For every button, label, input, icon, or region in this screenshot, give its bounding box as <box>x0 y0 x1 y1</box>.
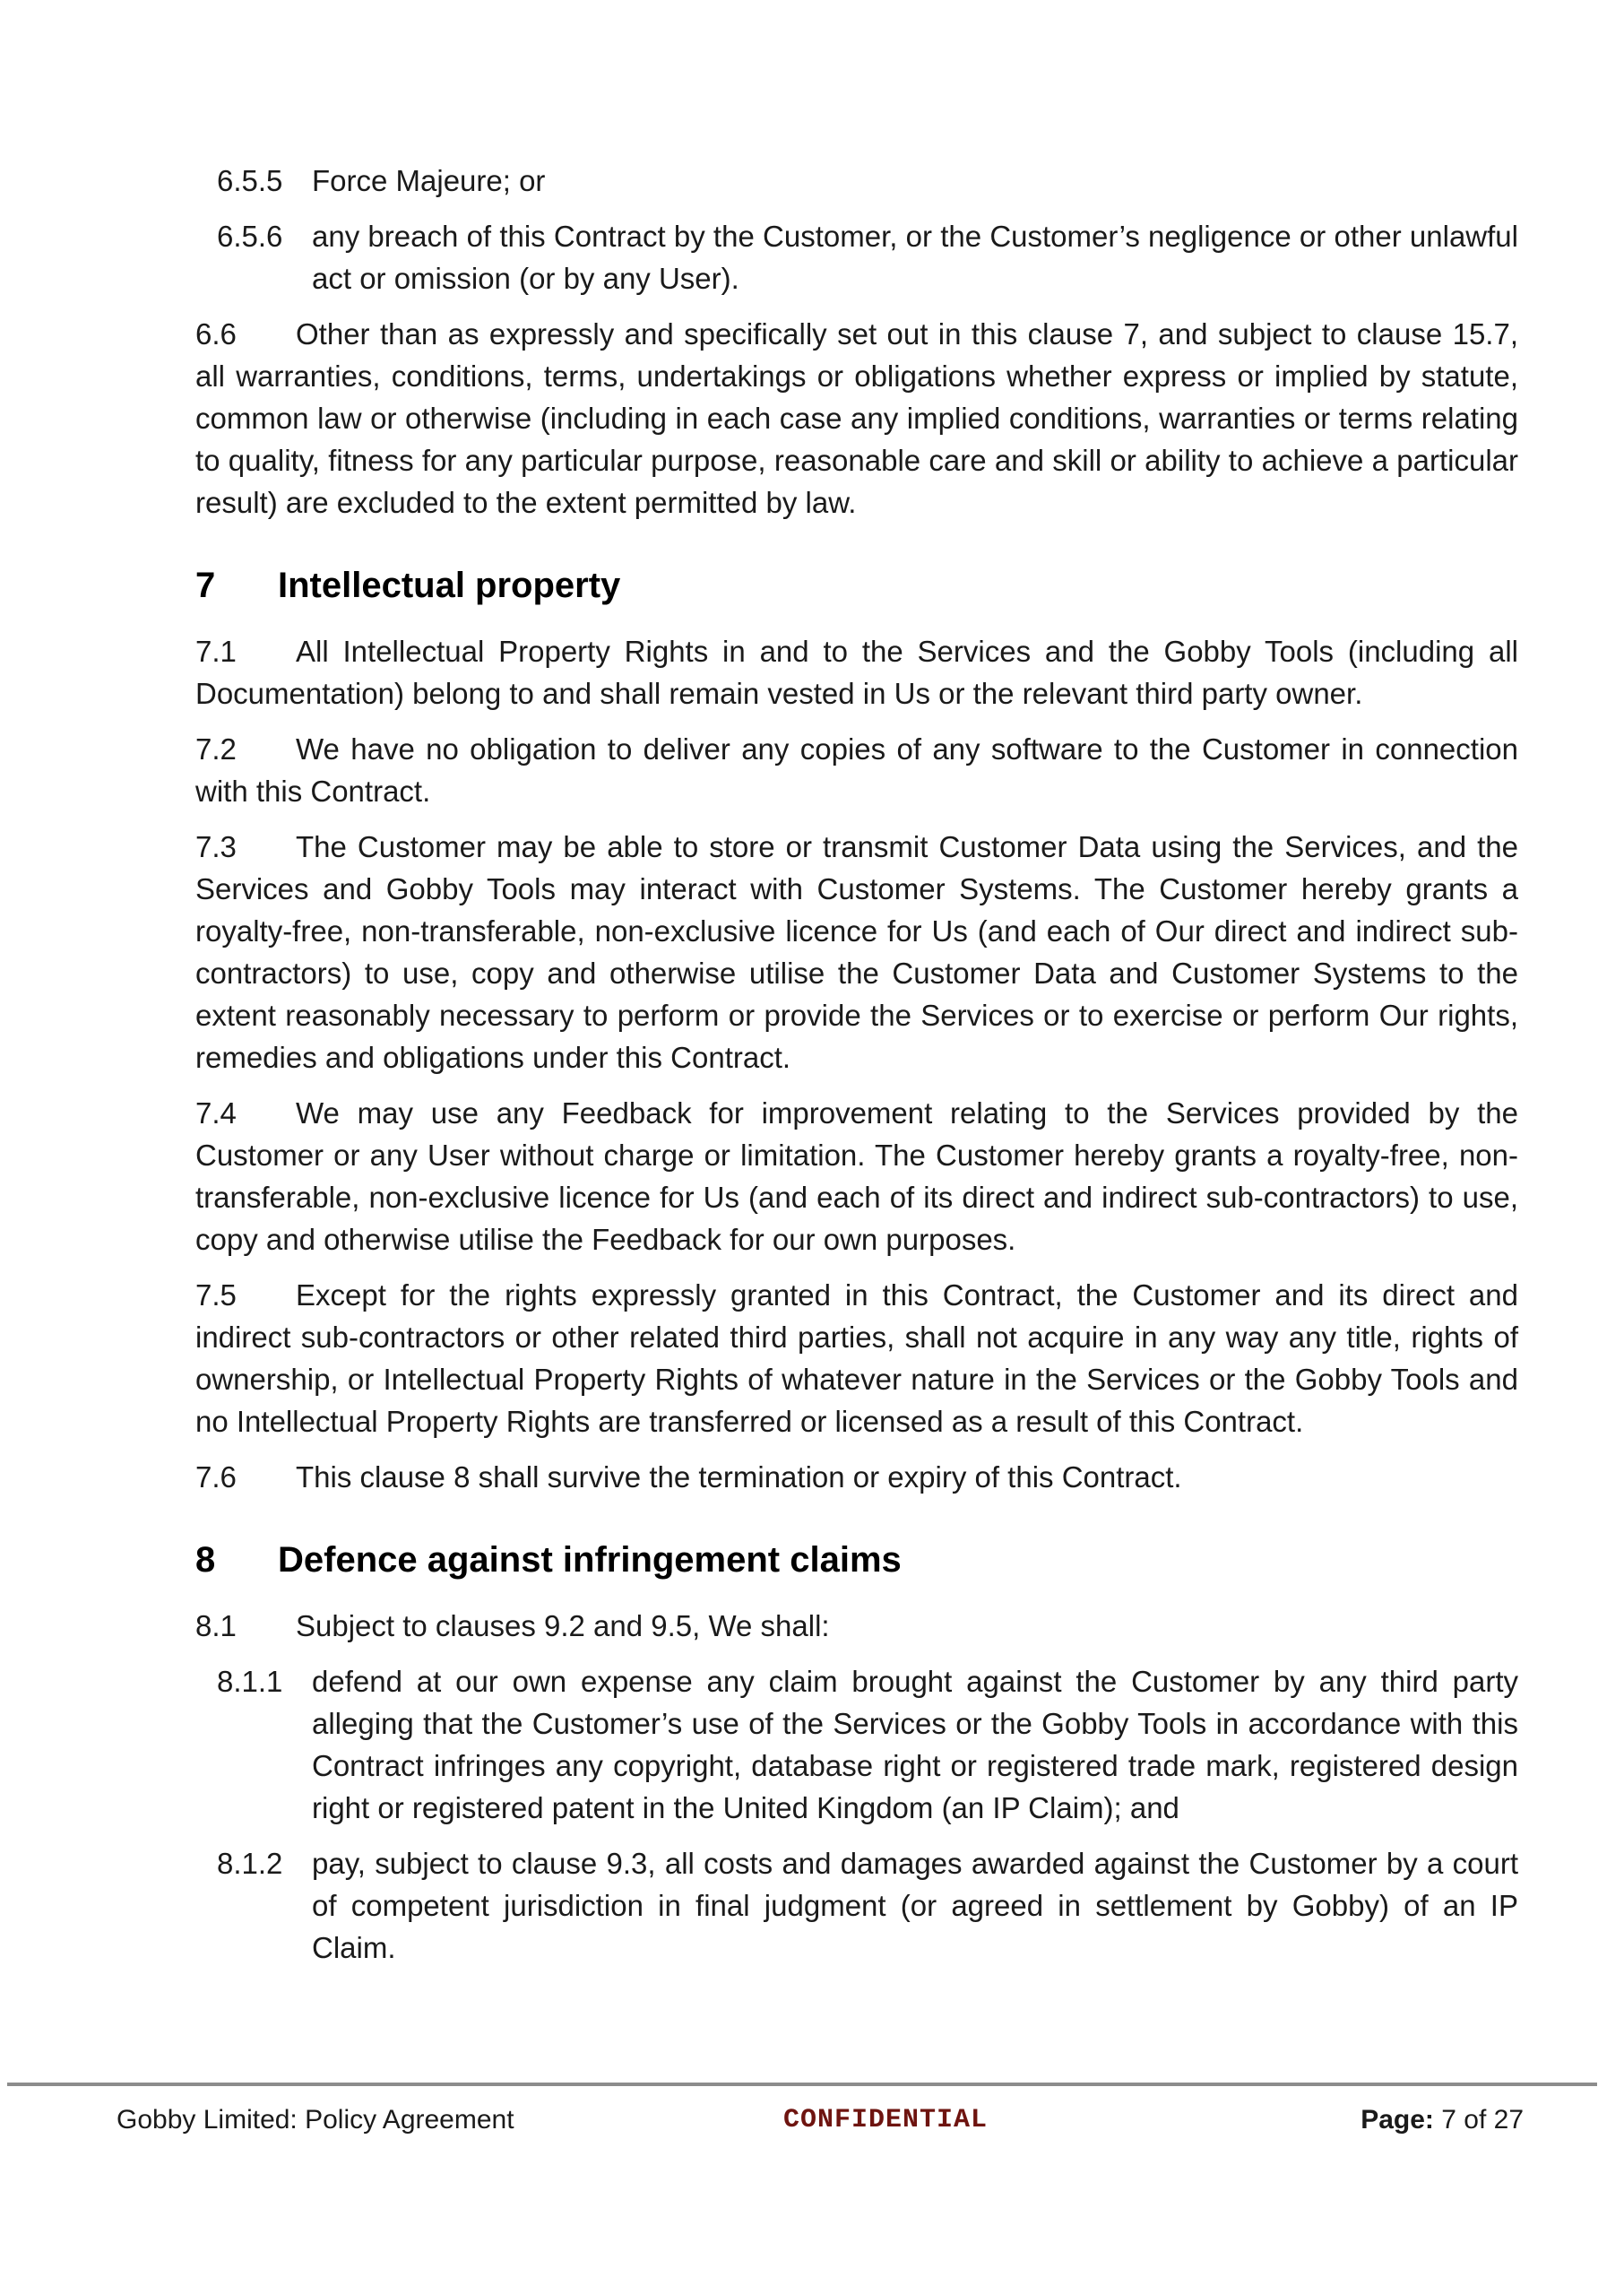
clause-text: Force Majeure; or <box>312 164 546 197</box>
clause-text: Except for the rights expressly granted in this Contract, the Customer and its direct and indirect sub-contractors or other related third parties, shall not acquire in any way any title, rights of ownership, or Intellectual Property Rights of whatever nature in the Services or the Gobby Tools and no Intellectual Property Rights are transferred or licensed as a result of this Contract. <box>195 1278 1518 1438</box>
clause-8.1.1 <box>195 1660 1518 1829</box>
footer-page-value: 7 of 27 <box>1433 2105 1524 2135</box>
clause-text: We have no obligation to deliver any copies of any software to the Customer in connection with this Contract. <box>195 732 1518 808</box>
clause-number: 7.4 <box>195 1096 237 1130</box>
clause-text: Other than as expressly and specifically set out in this clause 7, and subject to clause 15.7, all warranties, conditions, terms, undertakings or obligations whether express or implied by statute, common law or otherwise (including in each case any implied conditions, warranties or terms relating to quality, fitness for any particular purpose, reasonable care and skill or ability to achieve a particular result) are excluded to the extent permitted by law. <box>195 317 1518 519</box>
clause-text: Defence against infringement claims <box>278 1540 902 1580</box>
footer-page-info <box>1361 2105 1524 2135</box>
clause-number: 8.1.1 <box>217 1665 283 1698</box>
section-heading-8 <box>195 1539 1518 1581</box>
clause-6.5.6 <box>195 215 1518 299</box>
clause-number: 8.1.2 <box>217 1847 283 1880</box>
clause-7.2 <box>195 728 1518 812</box>
clause-6.6 <box>195 313 1518 524</box>
clause-7.1 <box>195 630 1518 714</box>
footer-divider <box>7 2083 1597 2086</box>
clause-text: pay, subject to clause 9.3, all costs and damages awarded against the Customer by a court of competent jurisdiction in final judgment (or agreed in settlement by Gobby) of an IP Claim. <box>312 1847 1518 1964</box>
clause-text: All Intellectual Property Rights in and to the Services and the Gobby Tools (including all Documentation) belong to and shall remain vested in Us or the relevant third party owner. <box>195 635 1518 710</box>
clause-text: Subject to clauses 9.2 and 9.5, We shall: <box>296 1609 830 1642</box>
footer-page-label: Page: <box>1361 2105 1434 2135</box>
clause-number: 6.6 <box>195 317 237 351</box>
clause-number: 6.5.6 <box>217 220 283 253</box>
document-body <box>195 160 1518 1982</box>
clause-number: 7.6 <box>195 1460 237 1494</box>
clause-7.5 <box>195 1274 1518 1442</box>
clause-8.1.2 <box>195 1842 1518 1969</box>
page-footer <box>0 2105 1624 2144</box>
clause-number: 7.2 <box>195 732 237 766</box>
clause-text: Intellectual property <box>278 566 621 605</box>
clause-7.3 <box>195 826 1518 1078</box>
clause-number: 7.1 <box>195 635 237 668</box>
clause-7.4 <box>195 1092 1518 1260</box>
clause-number: 8.1 <box>195 1609 237 1642</box>
footer-document-title: Gobby Limited: Policy Agreement <box>117 2105 514 2135</box>
clause-number: 7.3 <box>195 830 237 863</box>
clause-7.6 <box>195 1456 1518 1498</box>
clause-number: 7 <box>195 566 216 605</box>
clause-number: 7.5 <box>195 1278 237 1312</box>
footer-confidential-stamp: CONFIDENTIAL <box>782 2105 989 2135</box>
section-heading-7 <box>195 565 1518 607</box>
clause-text: The Customer may be able to store or transmit Customer Data using the Services, and the Services and Gobby Tools may interact with Customer Systems. The Customer hereby grants a royalty-free, non-transferable, non-exclusive licence for Us (and each of Our direct and indirect sub-contractors) to use, copy and otherwise utilise the Customer Data and Customer Systems to the extent reasonably necessary to perform or provide the Services or to exercise or perform Our rights, remedies and obligations under this Contract. <box>195 830 1518 1074</box>
clause-text: This clause 8 shall survive the termination or expiry of this Contract. <box>296 1460 1182 1494</box>
clause-text: any breach of this Contract by the Customer, or the Customer’s negligence or other unlawful act or omission (or by any User). <box>312 220 1518 295</box>
clause-text: We may use any Feedback for improvement relating to the Services provided by the Customer or any User without charge or limitation. The Customer hereby grants a royalty-free, non-transferable, non-exclusive licence for Us (and each of its direct and indirect sub-contractors) to use, copy and otherwise utilise the Feedback for our own purposes. <box>195 1096 1518 1256</box>
clause-6.5.5 <box>195 160 1518 202</box>
clause-number: 8 <box>195 1540 216 1580</box>
clause-text: defend at our own expense any claim brought against the Customer by any third party alleging that the Customer’s use of the Services or the Gobby Tools in accordance with this Contract infringes any copyright, database right or registered trade mark, registered design right or registered patent in the United Kingdom (an IP Claim); and <box>312 1665 1518 1824</box>
clause-8.1 <box>195 1605 1518 1647</box>
clause-number: 6.5.5 <box>217 164 283 197</box>
